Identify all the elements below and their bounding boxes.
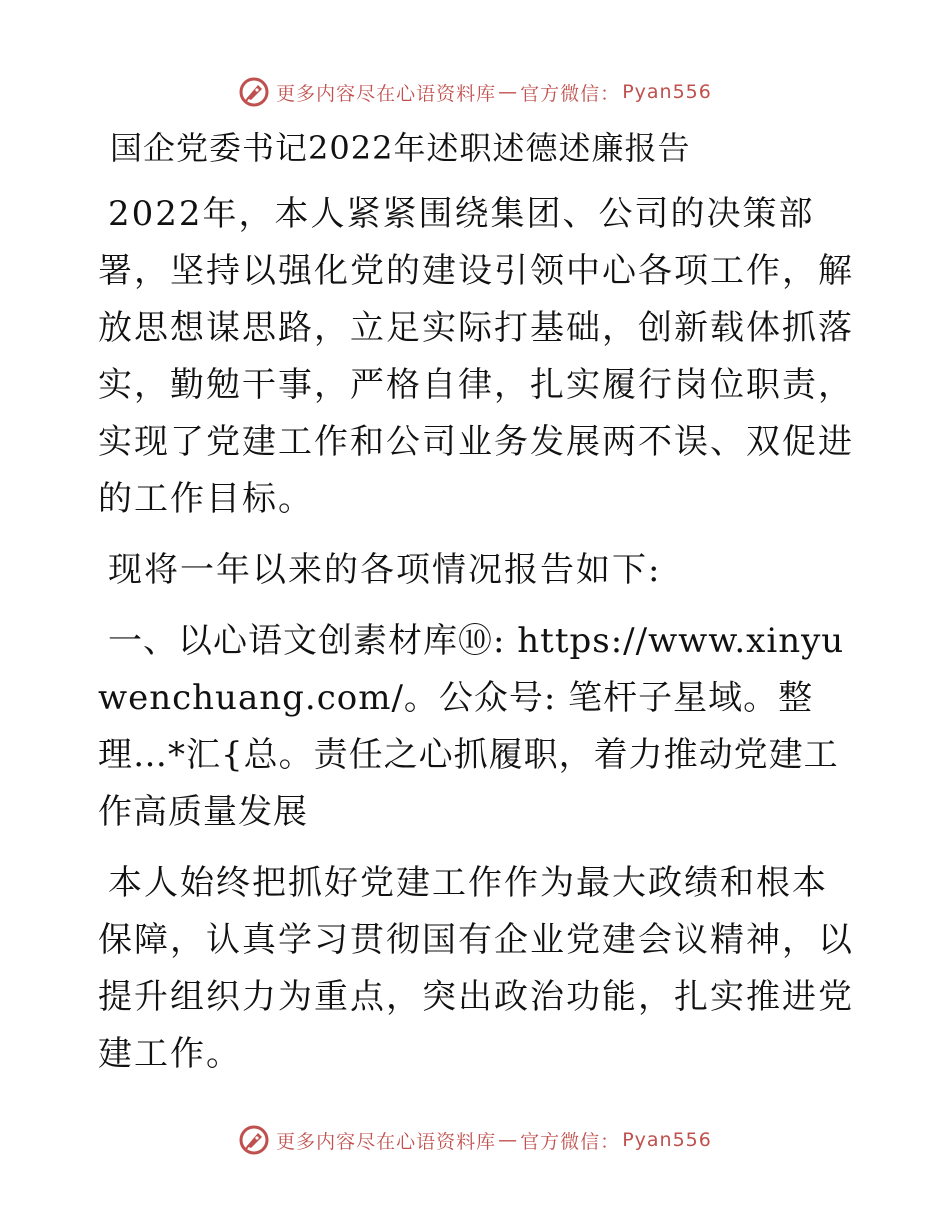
footer-watermark: [0, 1120, 950, 1160]
watermark-wechat-id: Pyan556: [622, 81, 712, 103]
paragraph-report-lead: 现将一年以来的各项情况报告如下:: [108, 550, 662, 590]
pen-nib-circle-icon: [238, 76, 270, 108]
paragraph-section-one-body: 本人始终把抓好党建工作作为最大政绩和根本保障，认真学习贯彻国有企业党建会议精神，以提升组织力为重点，突出政治功能，扎实推进党建工作。: [98, 863, 854, 1074]
header-watermark: [0, 72, 950, 112]
pen-nib-circle-icon: [238, 1124, 270, 1156]
watermark-wechat-id: Pyan556: [622, 1129, 712, 1151]
watermark-text: 更多内容尽在心语资料库: [276, 82, 497, 105]
document-title: 国企党委书记2022年述职述德述廉报告: [110, 129, 691, 167]
watermark-wechat-label: 官方微信：: [520, 1130, 621, 1153]
watermark-separator: —: [498, 81, 519, 103]
watermark-text: 更多内容尽在心语资料库: [276, 1130, 497, 1153]
watermark-wechat-label: 官方微信：: [520, 82, 621, 105]
document-body: [98, 124, 858, 1097]
section-heading-one: 一、以心语文创素材库⑩: https://www.xinyuwenchuang.com/。公众号: 笔杆子星域。整理…*汇{总。责任之心抓履职，着力推动党建工作高质量发展: [98, 621, 845, 832]
watermark-separator: —: [498, 1129, 519, 1151]
paragraph-intro: 2022年，本人紧紧围绕集团、公司的决策部署，坚持以强化党的建设引领中心各项工作，解放思想谋思路，立足实际打基础，创新载体抓落实，勤勉干事，严格自律，扎实履行岗位职责，实现了党建工作和公司业务发展两不误、双促进的工作目标。: [98, 194, 854, 519]
